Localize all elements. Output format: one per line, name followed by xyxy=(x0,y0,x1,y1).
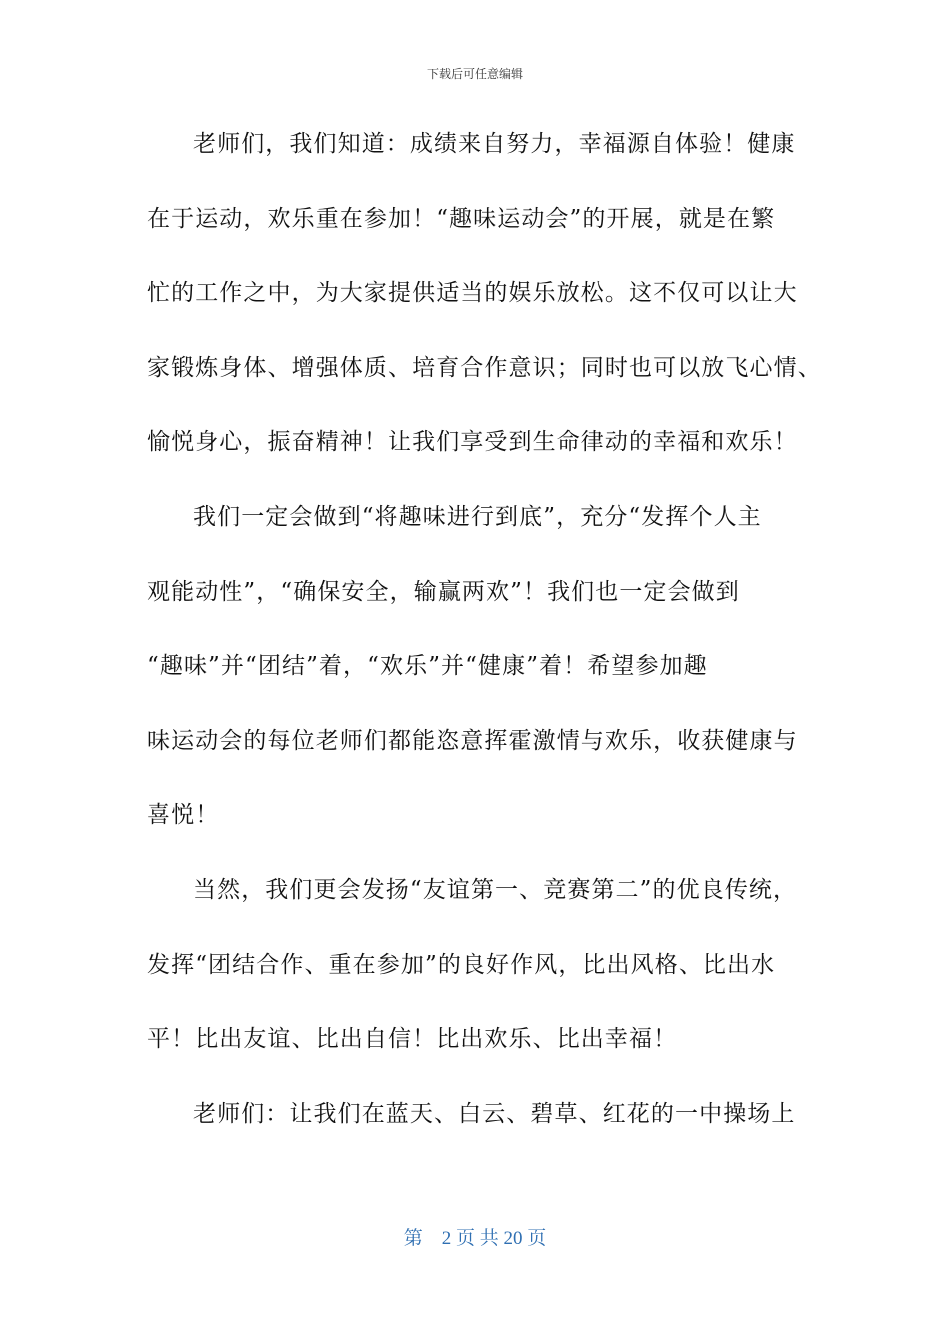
text-line: 当然，我们更会发扬“友谊第一、竞赛第二”的优良传统， xyxy=(193,876,798,903)
text-line: 忙的工作之中，为大家提供适当的娱乐放松。这不仅可以让大 xyxy=(147,280,798,307)
text-line: 观能动性”，“确保安全，输赢两欢”！我们也一定会做到 xyxy=(147,578,740,605)
text-line: 老师们：让我们在蓝天、白云、碧草、红花的一中操场上 xyxy=(193,1100,796,1127)
page-header: 下载后可任意编辑 xyxy=(426,67,523,81)
text-line: 平！比出友谊、比出自信！比出欢乐、比出幸福！ xyxy=(147,1026,678,1053)
text-line: 喜悦！ xyxy=(147,802,220,829)
text-line: 老师们，我们知道：成绩来自努力，幸福源自体验！健康 xyxy=(193,131,796,157)
text-line: “趣味”并“团结”着，“欢乐”并“健康”着！希望参加趣 xyxy=(147,653,708,680)
text-line: 发挥“团结合作、重在参加”的良好作风，比出风格、比出水 xyxy=(147,951,776,978)
text-line: 家锻炼身体、增强体质、培育合作意识；同时也可以放飞心情、 xyxy=(147,354,822,381)
document-body xyxy=(147,112,822,1156)
page-number: 第 2 页 共 20 页 xyxy=(403,1228,547,1249)
text-line: 我们一定会做到“将趣味进行到底”，充分“发挥个人主 xyxy=(193,503,762,530)
text-line: 愉悦身心，振奋精神！让我们享受到生命律动的幸福和欢乐！ xyxy=(147,429,798,456)
text-line: 味运动会的每位老师们都能恣意挥霍激情与欢乐，收获健康与 xyxy=(147,727,798,754)
text-line: 在于运动，欢乐重在参加！“趣味运动会”的开展，就是在繁 xyxy=(147,205,776,232)
